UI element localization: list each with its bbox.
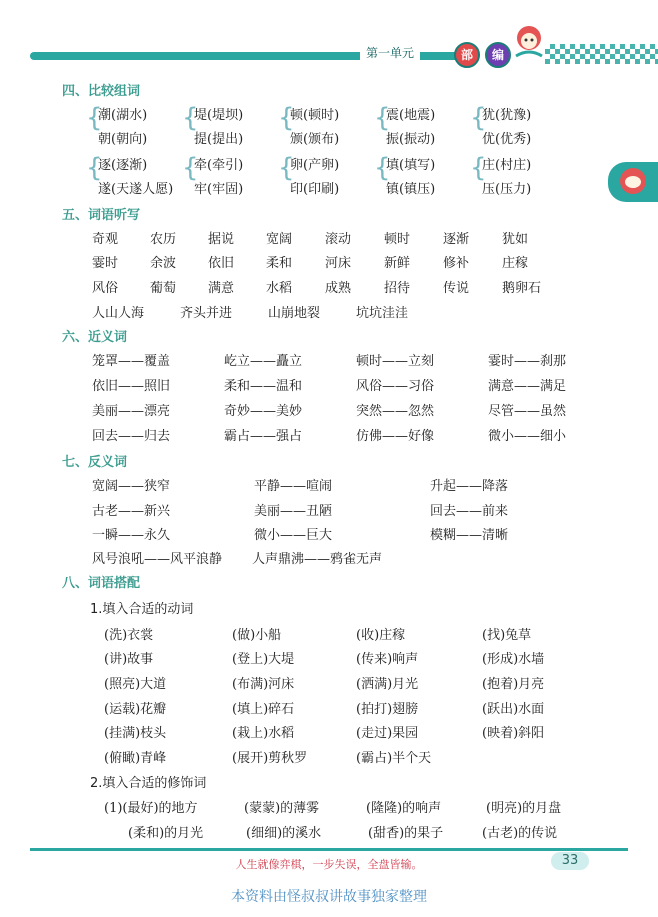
section-synonyms-title: 六、近义词 (62, 330, 128, 345)
synonym-row (0, 400, 658, 422)
term-cell: (走过)果园 (356, 726, 419, 741)
synonym-row (0, 425, 658, 447)
term-cell: 古老——新兴 (92, 504, 171, 519)
term-cell: 牢(牢固) (194, 182, 244, 197)
term-cell: (细细)的溪水 (246, 826, 322, 841)
term-cell: 奇妙——美妙 (224, 404, 303, 419)
header-checker-pattern (545, 44, 658, 64)
term-cell: 人声鼎沸——鸦雀无声 (252, 552, 383, 567)
page-number: 33 (551, 852, 589, 870)
verb-row (0, 624, 658, 646)
dictation-row (0, 302, 658, 324)
term-cell: 据说 (208, 232, 235, 247)
term-cell: 逐(逐渐) (98, 158, 148, 173)
term-cell: 震(地震) (386, 108, 436, 123)
term-cell: (古老)的传说 (482, 826, 558, 841)
term-cell: 尽管——虽然 (488, 404, 567, 419)
badge-bian: 编 (485, 42, 511, 68)
term-cell: 屹立——矗立 (224, 354, 303, 369)
term-cell: 鹅卵石 (502, 281, 542, 296)
term-cell: 优(优秀) (482, 132, 532, 147)
modifier-row (0, 822, 658, 844)
synonym-row (0, 375, 658, 397)
term-cell: 传说 (443, 281, 470, 296)
term-cell: (登上)大堤 (232, 652, 295, 667)
section-collocation-title: 八、词语搭配 (62, 576, 141, 591)
term-cell: (蒙蒙)的薄雾 (244, 801, 320, 816)
term-cell: 霎时——刹那 (488, 354, 567, 369)
term-cell: 顿时 (384, 232, 411, 247)
term-cell: 依旧——照旧 (92, 379, 171, 394)
term-cell: 新鲜 (384, 256, 411, 271)
term-cell: 潮(湖水) (98, 108, 148, 123)
verb-row (0, 648, 658, 670)
term-cell: 农历 (150, 232, 177, 247)
term-cell: 微小——细小 (488, 429, 567, 444)
term-cell: (讲)故事 (104, 652, 154, 667)
dictation-row (0, 252, 658, 274)
term-cell: 齐头并进 (180, 306, 233, 321)
term-cell: 牵(牵引) (194, 158, 244, 173)
term-cell: 犹如 (502, 232, 529, 247)
brace-icon: { (278, 153, 295, 183)
footer-motto: 人生就像弈棋，一步失误，全盘皆输。 (235, 858, 423, 871)
term-cell: 朝(朝向) (98, 132, 148, 147)
term-cell: 山崩地裂 (268, 306, 321, 321)
term-cell: 奇观 (92, 232, 119, 247)
term-cell: 逐渐 (443, 232, 470, 247)
term-cell: (霸占)半个天 (356, 751, 432, 766)
term-cell: 笼罩——覆盖 (92, 354, 171, 369)
term-cell: 柔和——温和 (224, 379, 303, 394)
badge-bu: 部 (454, 42, 480, 68)
mascot-icon (510, 22, 548, 62)
brace-icon: { (182, 103, 199, 133)
term-cell: (俯瞰)青峰 (104, 751, 167, 766)
term-cell: 美丽——漂亮 (92, 404, 171, 419)
term-cell: 宽阔 (266, 232, 293, 247)
page-header (0, 0, 658, 80)
modifier-row (0, 797, 658, 819)
antonym-row (0, 475, 658, 497)
brace-icon: { (374, 153, 391, 183)
term-cell: 突然——忽然 (356, 404, 435, 419)
antonym-row (0, 548, 658, 570)
term-cell: (柔和)的月光 (128, 826, 204, 841)
term-cell: 庄(村庄) (482, 158, 532, 173)
verb-row (0, 698, 658, 720)
section-compare-title: 四、比较组词 (62, 84, 141, 99)
modifiers-subtitle: 2.填入合适的修饰词 (90, 776, 207, 791)
term-cell: 压(压力) (482, 182, 532, 197)
antonym-row (0, 524, 658, 546)
term-cell: 顿时——立刻 (356, 354, 435, 369)
term-cell: 风俗 (92, 281, 119, 296)
brace-icon: { (86, 153, 103, 183)
term-cell: (抱着)月亮 (482, 677, 545, 692)
brace-icon: { (470, 103, 487, 133)
brace-icon: { (470, 153, 487, 183)
term-cell: 风号浪吼——风平浪静 (92, 552, 223, 567)
term-cell: (传来)响声 (356, 652, 419, 667)
term-cell: 人山人海 (92, 306, 145, 321)
term-cell: 余波 (150, 256, 177, 271)
term-cell: 满意 (208, 281, 235, 296)
term-cell: 修补 (443, 256, 470, 271)
term-cell: 美丽——丑陋 (254, 504, 333, 519)
term-cell: (洒满)月光 (356, 677, 419, 692)
term-cell: 坑坑洼洼 (356, 306, 409, 321)
term-cell: (运载)花瓣 (104, 702, 167, 717)
term-cell: 微小——巨大 (254, 528, 333, 543)
term-cell: 招待 (384, 281, 411, 296)
term-cell: (栽上)水稻 (232, 726, 295, 741)
term-cell: 成熟 (325, 281, 352, 296)
term-cell: 满意——满足 (488, 379, 567, 394)
term-cell: 提(提出) (194, 132, 244, 147)
term-cell: 遂(天遂人愿) (98, 182, 174, 197)
term-cell: 依旧 (208, 256, 235, 271)
term-cell: (布满)河床 (232, 677, 295, 692)
term-cell: 滚动 (325, 232, 352, 247)
term-cell: (填上)碎石 (232, 702, 295, 717)
brace-icon: { (278, 103, 295, 133)
term-cell: 水稻 (266, 281, 293, 296)
term-cell: 印(印刷) (290, 182, 340, 197)
term-cell: (做)小船 (232, 628, 282, 643)
term-cell: 葡萄 (150, 281, 177, 296)
term-cell: 犹(犹豫) (482, 108, 532, 123)
unit-label: 第一单元 (360, 44, 420, 61)
section-antonyms-title: 七、反义词 (62, 455, 128, 470)
antonym-row (0, 500, 658, 522)
term-cell: 振(振动) (386, 132, 436, 147)
verbs-subtitle: 1.填入合适的动词 (90, 602, 194, 617)
term-cell: 镇(镇压) (386, 182, 436, 197)
term-cell: 仿佛——好像 (356, 429, 435, 444)
term-cell: 顿(顿时) (290, 108, 340, 123)
term-cell: (明亮)的月盘 (486, 801, 562, 816)
term-cell: (照亮)大道 (104, 677, 167, 692)
term-cell: 平静——喧闹 (254, 479, 333, 494)
term-cell: 回去——前来 (430, 504, 509, 519)
term-cell: 颁(颁布) (290, 132, 340, 147)
term-cell: (1)(最好)的地方 (104, 801, 198, 816)
brace-icon: { (182, 153, 199, 183)
term-cell: (找)兔草 (482, 628, 532, 643)
term-cell: (拍打)翅膀 (356, 702, 419, 717)
footer-line (30, 848, 628, 851)
term-cell: 庄稼 (502, 256, 529, 271)
term-cell: (展开)剪秋罗 (232, 751, 308, 766)
term-cell: (收)庄稼 (356, 628, 406, 643)
term-cell: 一瞬——永久 (92, 528, 171, 543)
term-cell: (隆隆)的响声 (366, 801, 442, 816)
brace-icon: { (374, 103, 391, 133)
term-cell: 回去——归去 (92, 429, 171, 444)
synonym-row (0, 350, 658, 372)
term-cell: 卵(产卵) (290, 158, 340, 173)
term-cell: 宽阔——狭窄 (92, 479, 171, 494)
term-cell: 填(填写) (386, 158, 436, 173)
term-cell: 堤(堤坝) (194, 108, 244, 123)
term-cell: (形成)水墙 (482, 652, 545, 667)
term-cell: 霎时 (92, 256, 119, 271)
section-dictation-title: 五、词语听写 (62, 208, 141, 223)
term-cell: 柔和 (266, 256, 293, 271)
term-cell: (映着)斜阳 (482, 726, 545, 741)
term-cell: 霸占——强占 (224, 429, 303, 444)
verb-row (0, 722, 658, 744)
term-cell: 河床 (325, 256, 352, 271)
term-cell: (甜香)的果子 (368, 826, 444, 841)
dictation-row (0, 277, 658, 299)
term-cell: 模糊——清晰 (430, 528, 509, 543)
term-cell: 升起——降落 (430, 479, 509, 494)
dictation-row (0, 228, 658, 250)
term-cell: 风俗——习俗 (356, 379, 435, 394)
credit-line: 本资料由怪叔叔讲故事独家整理 (231, 889, 427, 905)
term-cell: (洗)衣裳 (104, 628, 154, 643)
verb-row (0, 747, 658, 769)
verb-row (0, 673, 658, 695)
term-cell: (挂满)枝头 (104, 726, 167, 741)
brace-icon: { (86, 103, 103, 133)
term-cell: (跃出)水面 (482, 702, 545, 717)
